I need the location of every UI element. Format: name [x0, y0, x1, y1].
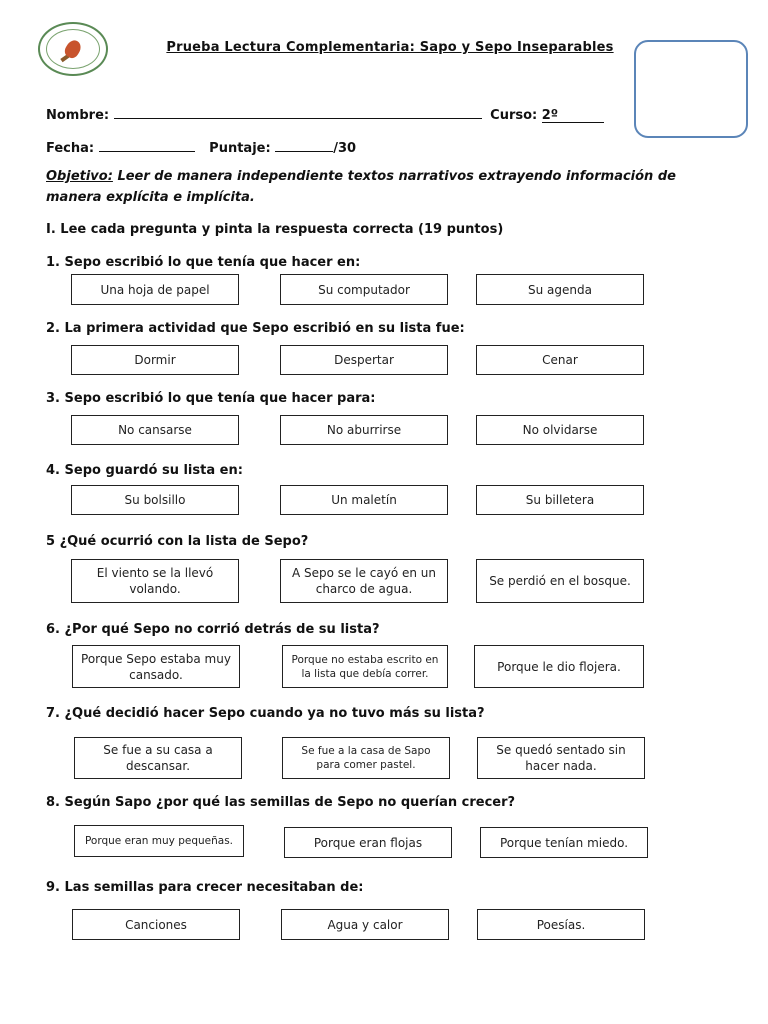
name-row	[46, 104, 604, 123]
q1-option-c[interactable]: Su agenda	[476, 274, 644, 305]
nombre-label: Nombre:	[46, 108, 110, 123]
q7-option-c[interactable]: Se quedó sentado sin hacer nada.	[477, 737, 645, 779]
grade-box	[634, 40, 748, 138]
q4-option-a[interactable]: Su bolsillo	[71, 485, 239, 515]
section-heading: I. Lee cada pregunta y pinta la respuesta correcta (19 puntos)	[46, 222, 504, 237]
curso-label: Curso:	[490, 108, 538, 123]
puntaje-label: Puntaje:	[209, 141, 271, 156]
q5-option-a[interactable]: El viento se la llevó volando.	[71, 559, 239, 603]
q4-option-b[interactable]: Un maletín	[280, 485, 448, 515]
puntaje-field[interactable]	[275, 137, 333, 152]
question-1: 1. Sepo escribió lo que tenía que hacer en:	[46, 255, 361, 270]
q8-option-b[interactable]: Porque eran flojas	[284, 827, 452, 858]
q5-option-c[interactable]: Se perdió en el bosque.	[476, 559, 644, 603]
q7-option-b[interactable]: Se fue a la casa de Sapo para comer pastel.	[282, 737, 450, 779]
date-row	[46, 137, 356, 156]
q7-option-a[interactable]: Se fue a su casa a descansar.	[74, 737, 242, 779]
q8-option-a[interactable]: Porque eran muy pequeñas.	[74, 825, 244, 857]
q6-option-b[interactable]: Porque no estaba escrito en la lista que debía correr.	[282, 645, 448, 688]
q5-option-b[interactable]: A Sepo se le cayó en un charco de agua.	[280, 559, 448, 603]
question-9: 9. Las semillas para crecer necesitaban de:	[46, 880, 364, 895]
fecha-label: Fecha:	[46, 141, 95, 156]
question-4: 4. Sepo guardó su lista en:	[46, 463, 243, 478]
curso-field[interactable]	[542, 108, 604, 123]
fecha-field[interactable]	[99, 137, 195, 152]
q4-option-c[interactable]: Su billetera	[476, 485, 644, 515]
q2-option-c[interactable]: Cenar	[476, 345, 644, 375]
q3-option-b[interactable]: No aburrirse	[280, 415, 448, 445]
q9-option-b[interactable]: Agua y calor	[281, 909, 449, 940]
q1-option-a[interactable]: Una hoja de papel	[71, 274, 239, 305]
q6-option-c[interactable]: Porque le dio flojera.	[474, 645, 644, 688]
q3-option-c[interactable]: No olvidarse	[476, 415, 644, 445]
objective-label: Objetivo:	[46, 169, 113, 184]
school-crest-logo	[38, 22, 108, 76]
q9-option-c[interactable]: Poesías.	[477, 909, 645, 940]
puntaje-total: /30	[333, 141, 357, 156]
q6-option-a[interactable]: Porque Sepo estaba muy cansado.	[72, 645, 240, 688]
objective-text: Leer de manera independiente textos narrativos extrayendo información de manera explícita e implícita.	[46, 169, 676, 205]
q9-option-a[interactable]: Canciones	[72, 909, 240, 940]
q2-option-b[interactable]: Despertar	[280, 345, 448, 375]
q1-option-b[interactable]: Su computador	[280, 274, 448, 305]
q3-option-a[interactable]: No cansarse	[71, 415, 239, 445]
objective	[46, 166, 726, 208]
nombre-field[interactable]	[114, 104, 482, 119]
page-title: Prueba Lectura Complementaria: Sapo y Sepo Inseparables	[166, 40, 614, 55]
question-2: 2. La primera actividad que Sepo escribió en su lista fue:	[46, 321, 465, 336]
question-5: 5 ¿Qué ocurrió con la lista de Sepo?	[46, 534, 309, 549]
q8-option-c[interactable]: Porque tenían miedo.	[480, 827, 648, 858]
curso-value: 2º	[541, 108, 559, 123]
question-8: 8. Según Sapo ¿por qué las semillas de Sepo no querían crecer?	[46, 795, 516, 810]
q2-option-a[interactable]: Dormir	[71, 345, 239, 375]
question-6: 6. ¿Por qué Sepo no corrió detrás de su lista?	[46, 622, 380, 637]
question-3: 3. Sepo escribió lo que tenía que hacer para:	[46, 391, 376, 406]
question-7: 7. ¿Qué decidió hacer Sepo cuando ya no tuvo más su lista?	[46, 706, 485, 721]
